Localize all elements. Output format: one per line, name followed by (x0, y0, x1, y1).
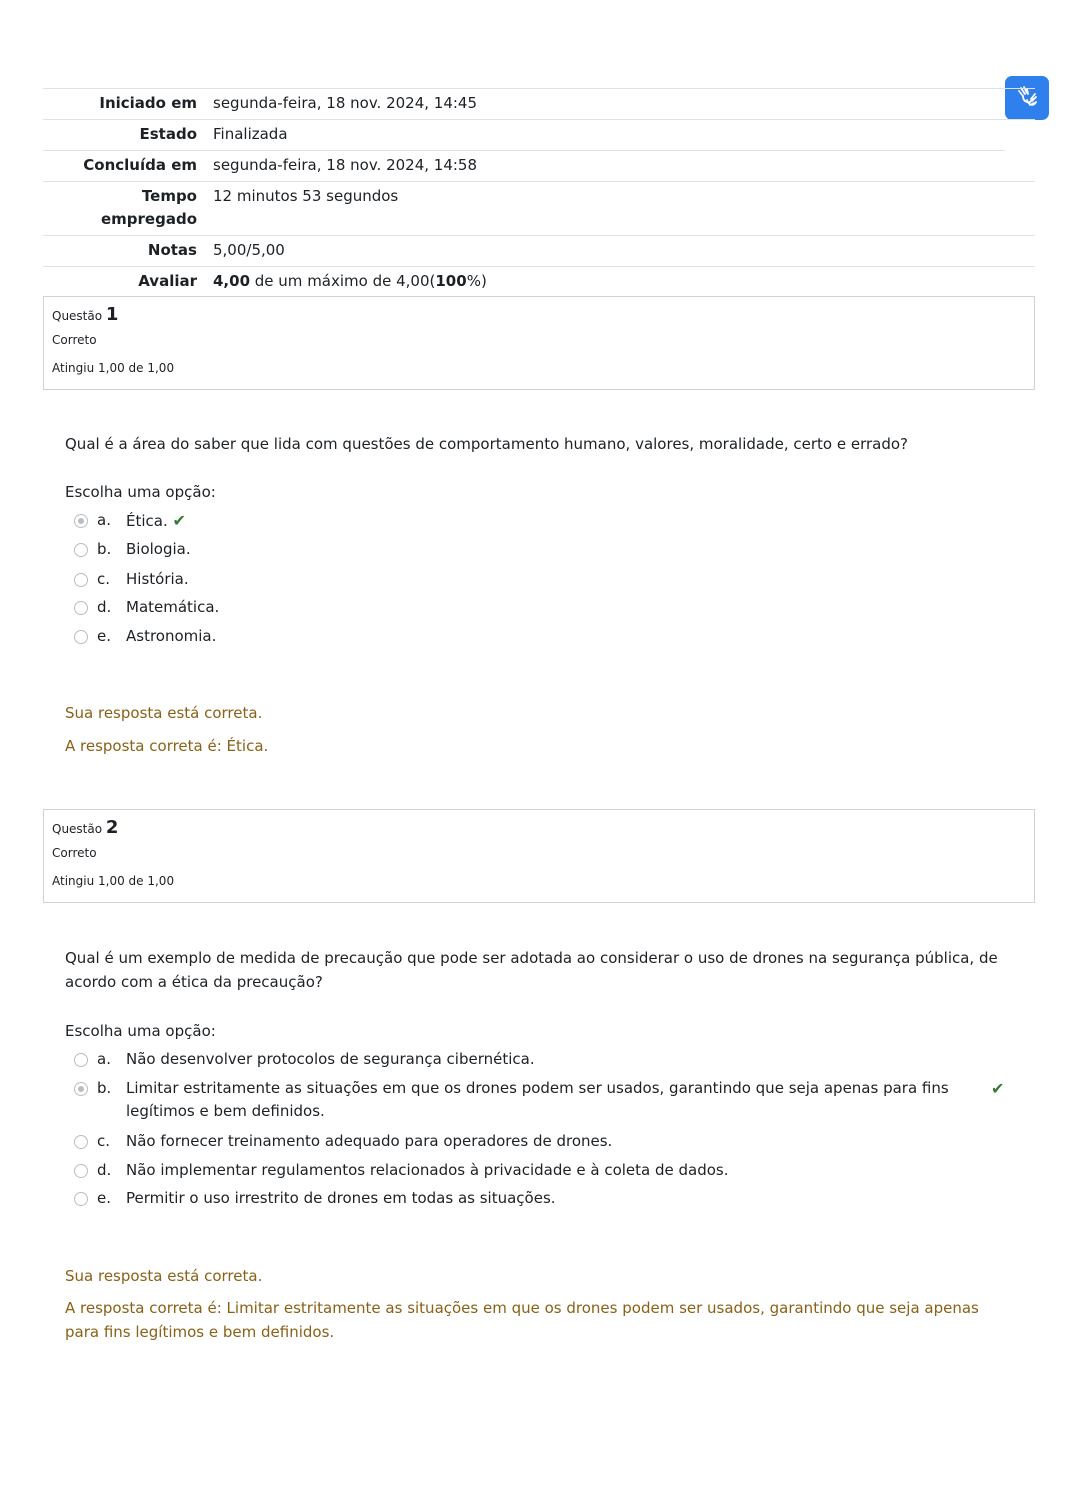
option-letter: a. (97, 1050, 111, 1068)
attempt-summary-table (43, 88, 1035, 297)
option-letter: b. (97, 540, 112, 558)
question-number-value: 2 (105, 817, 119, 838)
summary-row-completed (43, 150, 1005, 181)
radio-button[interactable] (74, 1135, 88, 1149)
question-2-option-c[interactable] (74, 1130, 1009, 1153)
summary-label: Estado (139, 125, 197, 143)
option-label: Ética. (126, 512, 168, 530)
option-letter: e. (97, 627, 111, 645)
radio-button[interactable] (74, 1053, 88, 1067)
question-number (52, 305, 1026, 326)
radio-button[interactable] (74, 1082, 88, 1096)
question-label: Questão (52, 822, 103, 836)
option-text: Não fornecer treinamento adequado para operadores de drones. (126, 1132, 613, 1150)
question-1-option-b[interactable] (74, 538, 1009, 561)
question-1-option-d[interactable] (74, 596, 1009, 619)
question-grade: Atingiu 1,00 de 1,00 (52, 874, 175, 888)
summary-row-marks (43, 235, 1035, 266)
question-grade: Atingiu 1,00 de 1,00 (52, 361, 175, 375)
summary-label: Avaliar (138, 272, 197, 290)
radio-button[interactable] (74, 1164, 88, 1178)
question-2-text: Qual é um exemplo de medida de precaução que pode ser adotada ao considerar o uso de drones na segurança pública, de acordo com a ética da precaução? (65, 949, 998, 991)
option-letter: c. (97, 570, 111, 588)
radio-button[interactable] (74, 630, 88, 644)
question-2-option-a[interactable] (74, 1048, 1009, 1071)
question-1-option-c[interactable] (74, 568, 1009, 591)
question-1-feedback: Sua resposta está correta. (65, 704, 263, 722)
question-2-prompt: Escolha uma opção: (65, 1022, 216, 1040)
option-text: Astronomia. (126, 627, 217, 645)
question-label: Questão (52, 309, 103, 323)
option-letter: d. (97, 1161, 112, 1179)
question-2-option-b[interactable] (74, 1077, 1009, 1123)
question-1-prompt: Escolha uma opção: (65, 483, 216, 501)
option-text: Permitir o uso irrestrito de drones em todas as situações. (126, 1189, 556, 1207)
summary-label: Iniciado em (99, 94, 197, 112)
check-icon: ✔ (172, 511, 186, 530)
grade-end: %) (466, 272, 487, 290)
option-letter: c. (97, 1132, 111, 1150)
grade-percent: 100 (435, 272, 467, 290)
question-2-feedback: Sua resposta está correta. (65, 1267, 263, 1285)
option-text: Limitar estritamente as situações em que os drones podem ser usados, garantindo que seja apenas para fins legítimos e bem definidos. (126, 1079, 949, 1120)
summary-label: Tempo empregado (100, 187, 197, 228)
option-letter: d. (97, 598, 112, 616)
option-letter: b. (97, 1079, 112, 1097)
summary-value: 12 minutos 53 segundos (213, 187, 399, 205)
question-state: Correto (52, 333, 97, 347)
option-text: Não desenvolver protocolos de segurança cibernética. (126, 1050, 535, 1068)
option-letter: e. (97, 1189, 111, 1207)
check-icon: ✔ (991, 1079, 1005, 1098)
radio-button[interactable] (74, 573, 88, 587)
radio-button[interactable] (74, 543, 88, 557)
option-letter: a. (97, 511, 111, 529)
option-text: Não implementar regulamentos relacionados à privacidade e à coleta de dados. (126, 1161, 729, 1179)
question-1-info (43, 296, 1035, 390)
option-text: História. (126, 570, 189, 588)
option-text (126, 509, 1009, 533)
radio-button[interactable] (74, 1192, 88, 1206)
summary-value (197, 270, 1035, 293)
summary-row-state (43, 119, 1035, 150)
question-2-option-d[interactable] (74, 1159, 1009, 1182)
summary-row-grade (43, 266, 1035, 297)
question-2-option-e[interactable] (74, 1187, 1009, 1210)
summary-row-started (43, 88, 1035, 119)
summary-value: segunda-feira, 18 nov. 2024, 14:45 (213, 94, 478, 112)
question-number-value: 1 (105, 304, 119, 325)
summary-label: Concluída em (83, 156, 197, 174)
grade-max: de um máximo de 4,00( (250, 272, 436, 290)
question-1-option-e[interactable] (74, 625, 1009, 648)
summary-row-time-taken (43, 181, 1035, 235)
summary-value: 5,00/5,00 (213, 241, 285, 259)
question-state: Correto (52, 846, 97, 860)
radio-button[interactable] (74, 514, 88, 528)
question-number (52, 818, 1026, 839)
grade-score: 4,00 (213, 272, 251, 290)
question-2-right-answer: A resposta correta é: Limitar estritamente as situações em que os drones podem ser usados, garantindo que seja apenas para fins legítimos e bem definidos. (65, 1299, 979, 1341)
option-text: Matemática. (126, 598, 220, 616)
option-text: Biologia. (126, 540, 191, 558)
question-1-right-answer: A resposta correta é: Ética. (65, 737, 269, 755)
radio-button[interactable] (74, 601, 88, 615)
question-2-info (43, 809, 1035, 903)
question-1-text: Qual é a área do saber que lida com questões de comportamento humano, valores, moralidade, certo e errado? (65, 435, 908, 453)
summary-value: Finalizada (213, 125, 288, 143)
question-1-option-a[interactable] (74, 509, 1009, 533)
summary-label: Notas (147, 241, 197, 259)
summary-value: segunda-feira, 18 nov. 2024, 14:58 (213, 156, 478, 174)
